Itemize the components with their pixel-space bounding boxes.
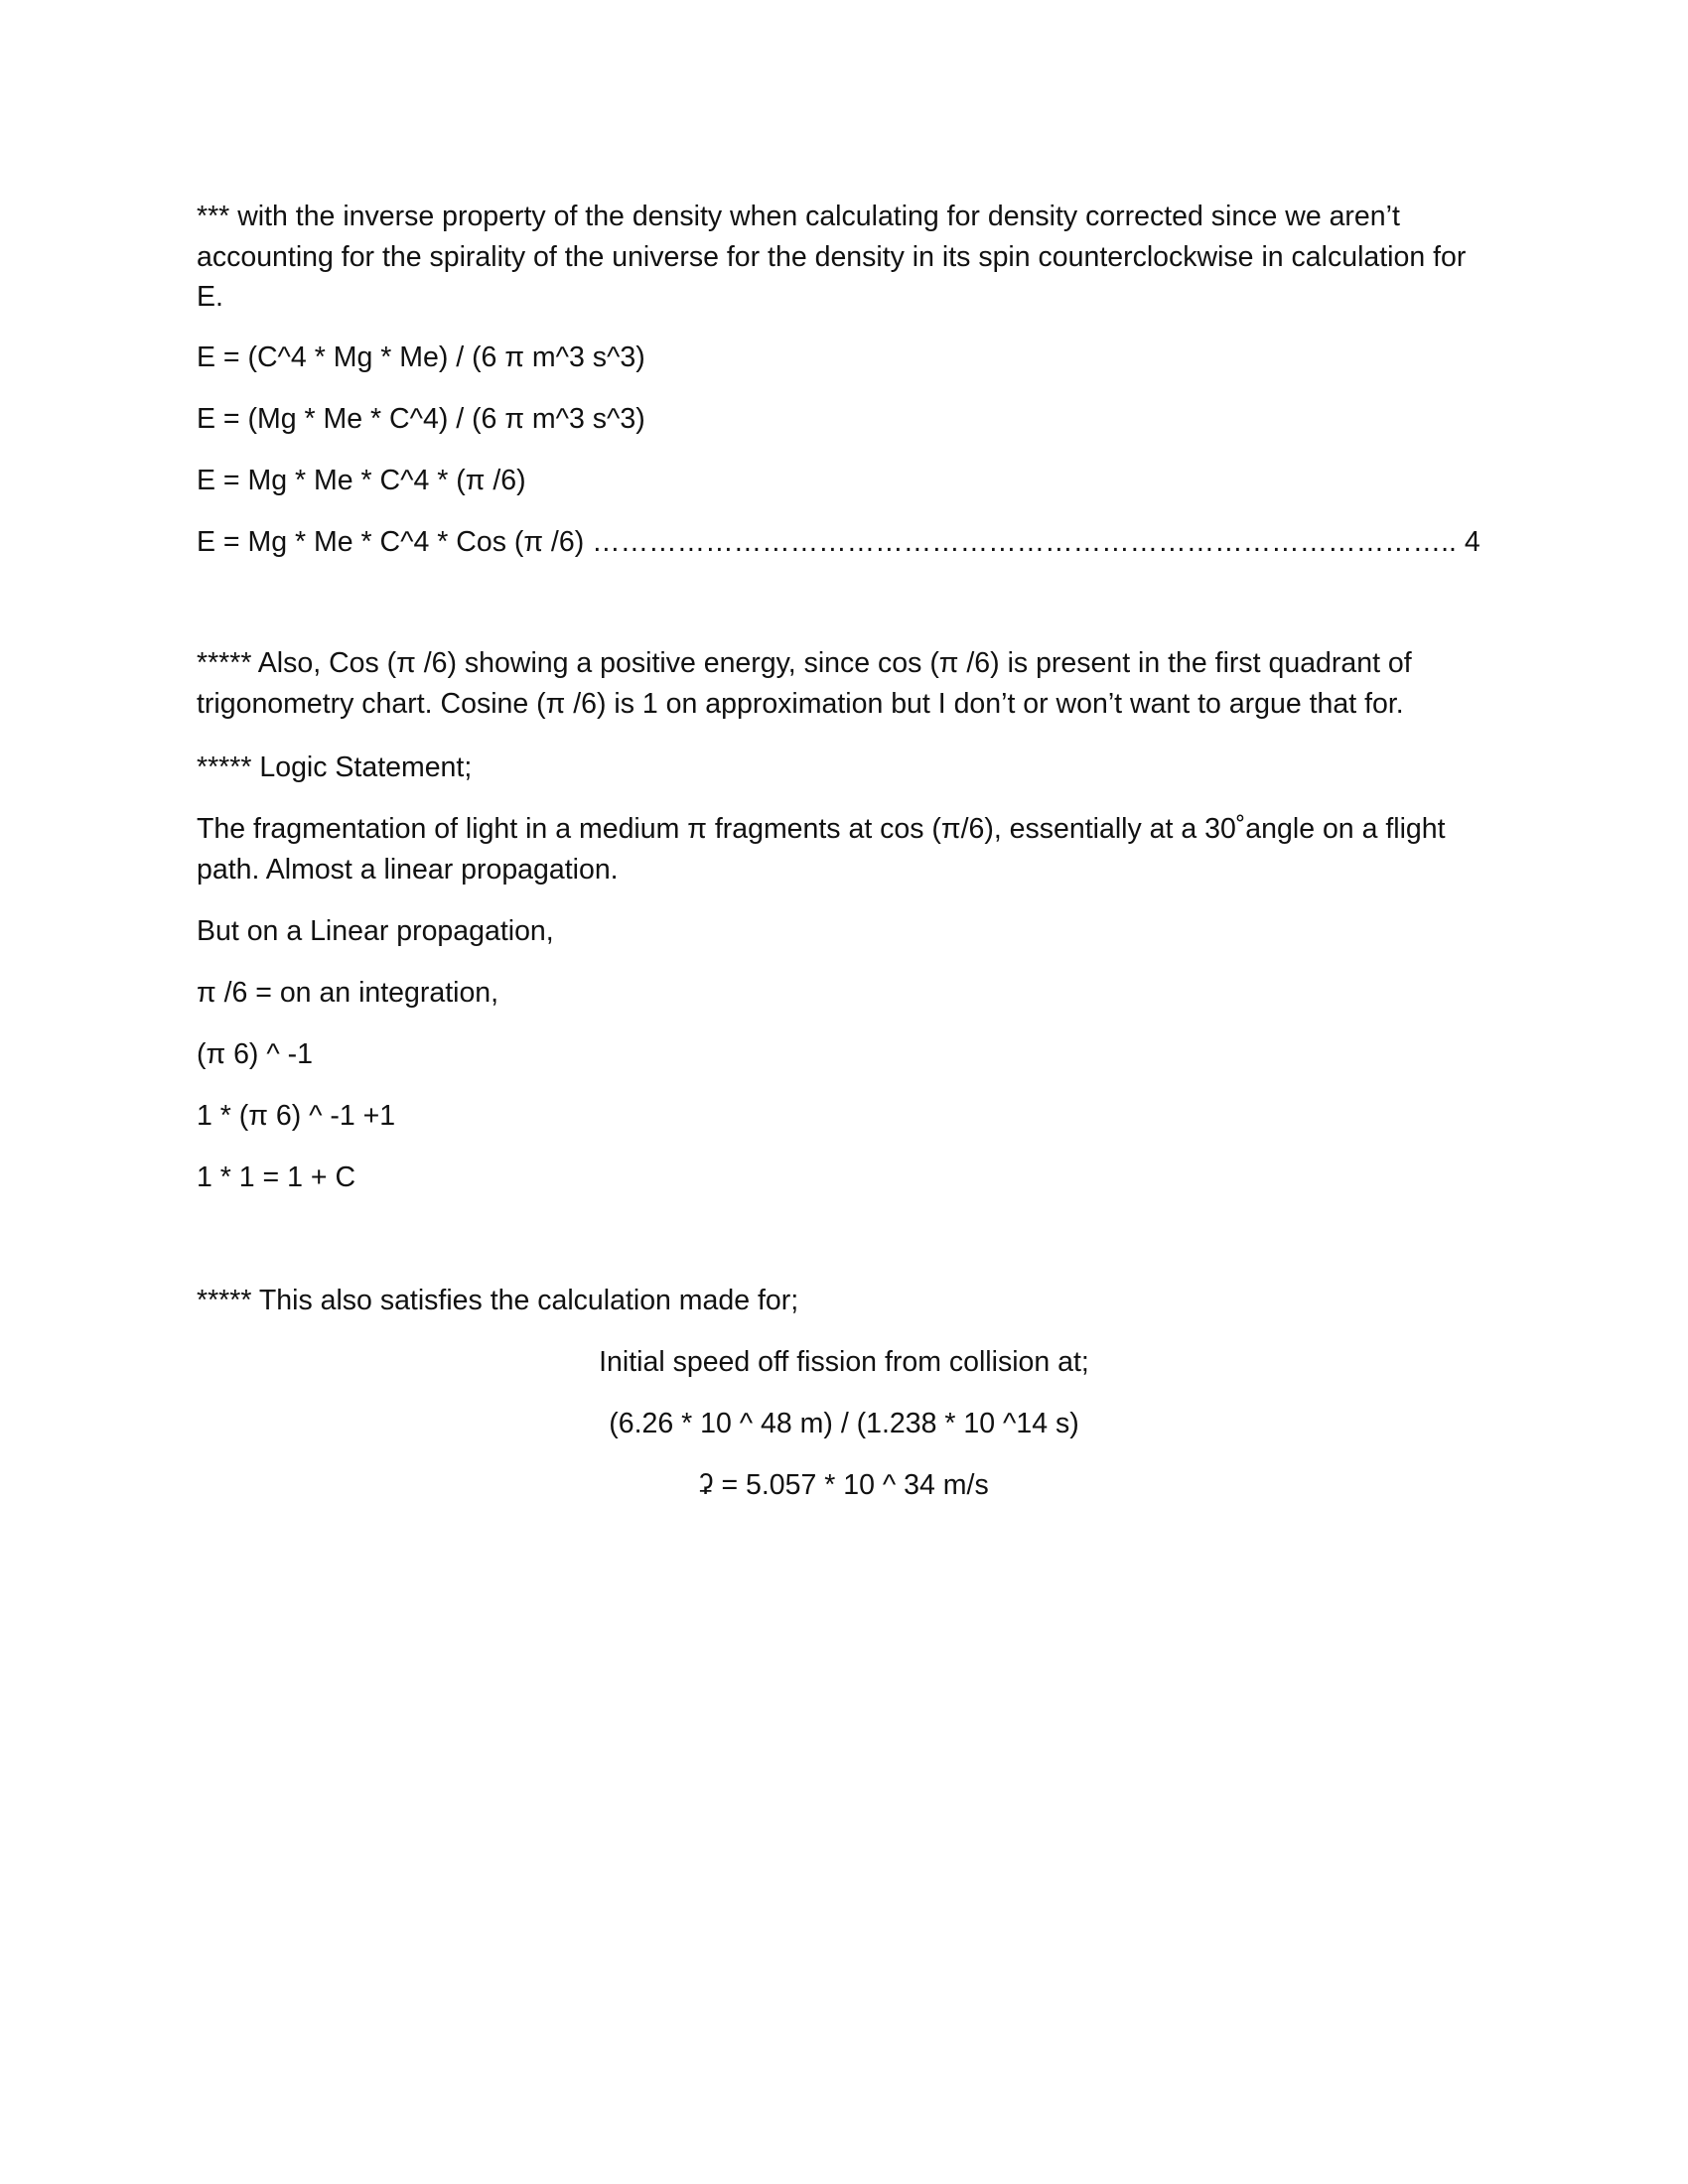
intro-line-3: E. [197,281,223,313]
logic-statement-heading: ***** Logic Statement; [197,751,473,783]
linear-propagation-line: But on a Linear propagation, [197,915,554,947]
satisfies-line: ***** This also satisfies the calculation made for; [197,1285,799,1316]
speed-calculation-line: (6.26 * 10 ^ 48 m) / (1.238 * 10 ^14 s) [609,1408,1079,1439]
intro-line-2: accounting for the spirality of the universe for the density in its spin counterclockwise in calculation for [197,240,1467,273]
positive-energy-line-1: ***** Also, Cos (π /6) showing a positive energy, since cos (π /6) is present in the first quadrant of [197,647,1412,679]
integration-step-line: 1 * (π 6) ^ -1 +1 [197,1100,396,1132]
intro-line-1: *** with the inverse property of the density when calculating for density corrected since we aren’t [197,201,1400,232]
integration-line: π /6 = on an integration, [197,977,499,1009]
constant-line: 1 * 1 = 1 + C [197,1161,356,1193]
speed-result-line: ʡ = 5.057 * 10 ^ 34 m/s [699,1469,989,1501]
intro-paragraph [197,197,1487,318]
positive-energy-line-2: trigonometry chart. Cosine (π /6) is 1 on approximation but I don’t or won’t want to argue that for. [197,687,1404,720]
fragmentation-paragraph [197,809,1487,889]
equation-2: E = (Mg * Me * C^4) / (6 π m^3 s^3) [197,403,645,435]
equation-4-numbered: E = Mg * Me * C^4 * Cos (π /6) ……………………………………………………………………………….. 4 [197,526,1480,558]
equation-3: E = Mg * Me * C^4 * (π /6) [197,465,526,496]
fragmentation-line-1: The fragmentation of light in a medium π fragments at cos (π/6), essentially at a 30˚angle on a flight [197,813,1446,845]
equation-1: E = (C^4 * Mg * Me) / (6 π m^3 s^3) [197,341,645,373]
inverse-line: (π 6) ^ -1 [197,1038,313,1070]
fragmentation-line-2: path. Almost a linear propagation. [197,853,619,886]
initial-speed-line: Initial speed off fission from collision at; [599,1346,1089,1378]
positive-energy-note [197,643,1487,724]
